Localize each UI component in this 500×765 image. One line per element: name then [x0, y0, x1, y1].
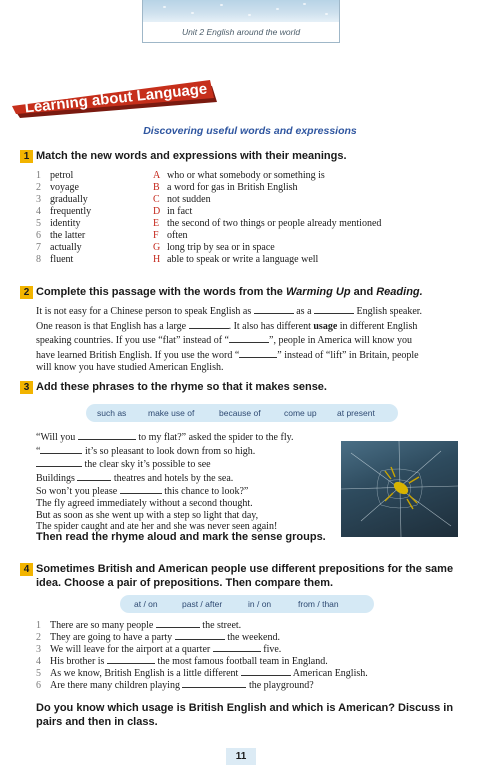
list-item: 3 We will leave for the airport at a quarter five.: [36, 644, 282, 655]
q3-heading: 3 Add these phrases to the rhyme so that it makes sense.: [20, 381, 327, 394]
list-item: 5 As we know, British English is a little different American English.: [36, 668, 368, 679]
spider-web-image: [341, 441, 458, 537]
q2-heading: 2 Complete this passage with the words from the Warming Up and Reading.: [20, 286, 423, 299]
blank-field[interactable]: [40, 444, 82, 454]
q4-heading: 4 Sometimes British and American people use different prepositions for the same idea. Choose a pair of prepositions. Then compare them.: [20, 562, 480, 590]
preposition-chip: at / on: [134, 599, 158, 609]
blank-field[interactable]: [241, 666, 291, 676]
blank-field[interactable]: [36, 457, 82, 467]
page-number: 11: [226, 748, 256, 765]
q3-number-badge: 3: [20, 381, 33, 394]
section-banner: [12, 80, 220, 118]
blank-field[interactable]: [314, 304, 354, 314]
q4-sentence-list: [36, 618, 476, 698]
q2-passage: It is not easy for a Chinese person to speak English as as a English speaker. One reason is that English has a large . It also has different usage in different English speaking countries. If you use “flat” instead of “ ”, people in America will know you have learned British English. If you use the word “ ” instead of “lift” in Britain, people will know you have studied American English.: [36, 306, 423, 373]
phrase-chip: such as: [97, 408, 127, 418]
blank-field[interactable]: [229, 333, 269, 343]
q3-phrase-bar: [86, 404, 398, 422]
q1-word-list: 1 petrol 2 voyage 3 gradually 4 frequently 5 identity 6 the latter 7 actually 8 fluent: [36, 170, 92, 265]
section-subtitle: Discovering useful words and expressions: [143, 125, 357, 137]
blank-field[interactable]: [120, 484, 162, 494]
preposition-chip: in / on: [248, 599, 272, 609]
banner-title: Learning about Language: [23, 80, 209, 117]
q3-rhyme: “Will you to my flat?” asked the spider to the fly. “ it’s so pleasant to look down from so high. the clear sky it’s possible to see Buildings theatres and hotels by the sea. So won’t you please this chance to look?” The fly agreed immediately without a second thought. But as soon as she went up with a step so light that day, The spider caught and ate her and she was never seen again!: [36, 432, 294, 533]
list-item: 1 There are so many people the street.: [36, 620, 242, 631]
unit-title: Unit 2 English around the world: [142, 22, 340, 43]
spider-web-photo: [341, 441, 458, 537]
q2-number-badge: 2: [20, 286, 33, 299]
q4-preposition-bar: [120, 595, 374, 613]
blank-field[interactable]: [107, 654, 155, 664]
blank-field[interactable]: [254, 304, 294, 314]
list-item: 6 Are there many children playing the playground?: [36, 680, 314, 691]
q1-heading: [20, 150, 347, 163]
blank-field[interactable]: [182, 678, 246, 688]
blank-field[interactable]: [189, 319, 229, 329]
phrase-chip: make use of: [148, 408, 195, 418]
header-photo: [142, 0, 340, 22]
blank-field[interactable]: [78, 430, 136, 440]
q4-number-badge: 4: [20, 563, 33, 576]
blank-field[interactable]: [175, 630, 225, 640]
blank-field[interactable]: [156, 618, 200, 628]
q3-followup: Then read the rhyme aloud and mark the sense groups.: [36, 531, 326, 543]
q1-number-badge: 1: [20, 150, 33, 163]
preposition-chip: past / after: [182, 599, 223, 609]
blank-field[interactable]: [239, 348, 277, 358]
phrase-chip: because of: [219, 408, 261, 418]
list-item: 4 His brother is the most famous football team in England.: [36, 656, 328, 667]
preposition-chip: from / than: [298, 599, 339, 609]
phrase-chip: at present: [337, 408, 375, 418]
phrase-chip: come up: [284, 408, 317, 418]
blank-field[interactable]: [213, 642, 261, 652]
q4-discussion-prompt: Do you know which usage is British English and which is American? Discuss in pairs and then in class.: [36, 702, 454, 728]
list-item: 2 They are going to have a party the weekend.: [36, 632, 280, 643]
blank-field[interactable]: [77, 471, 111, 481]
q1-title: Match the new words and expressions with their meanings.: [36, 150, 347, 162]
q1-meaning-list: A who or what somebody or something is B a word for gas in British English C not sudden D in fact E the second of two things or people already mentioned F often G long trip by sea or in space H able to speak or write a language well: [153, 170, 382, 265]
